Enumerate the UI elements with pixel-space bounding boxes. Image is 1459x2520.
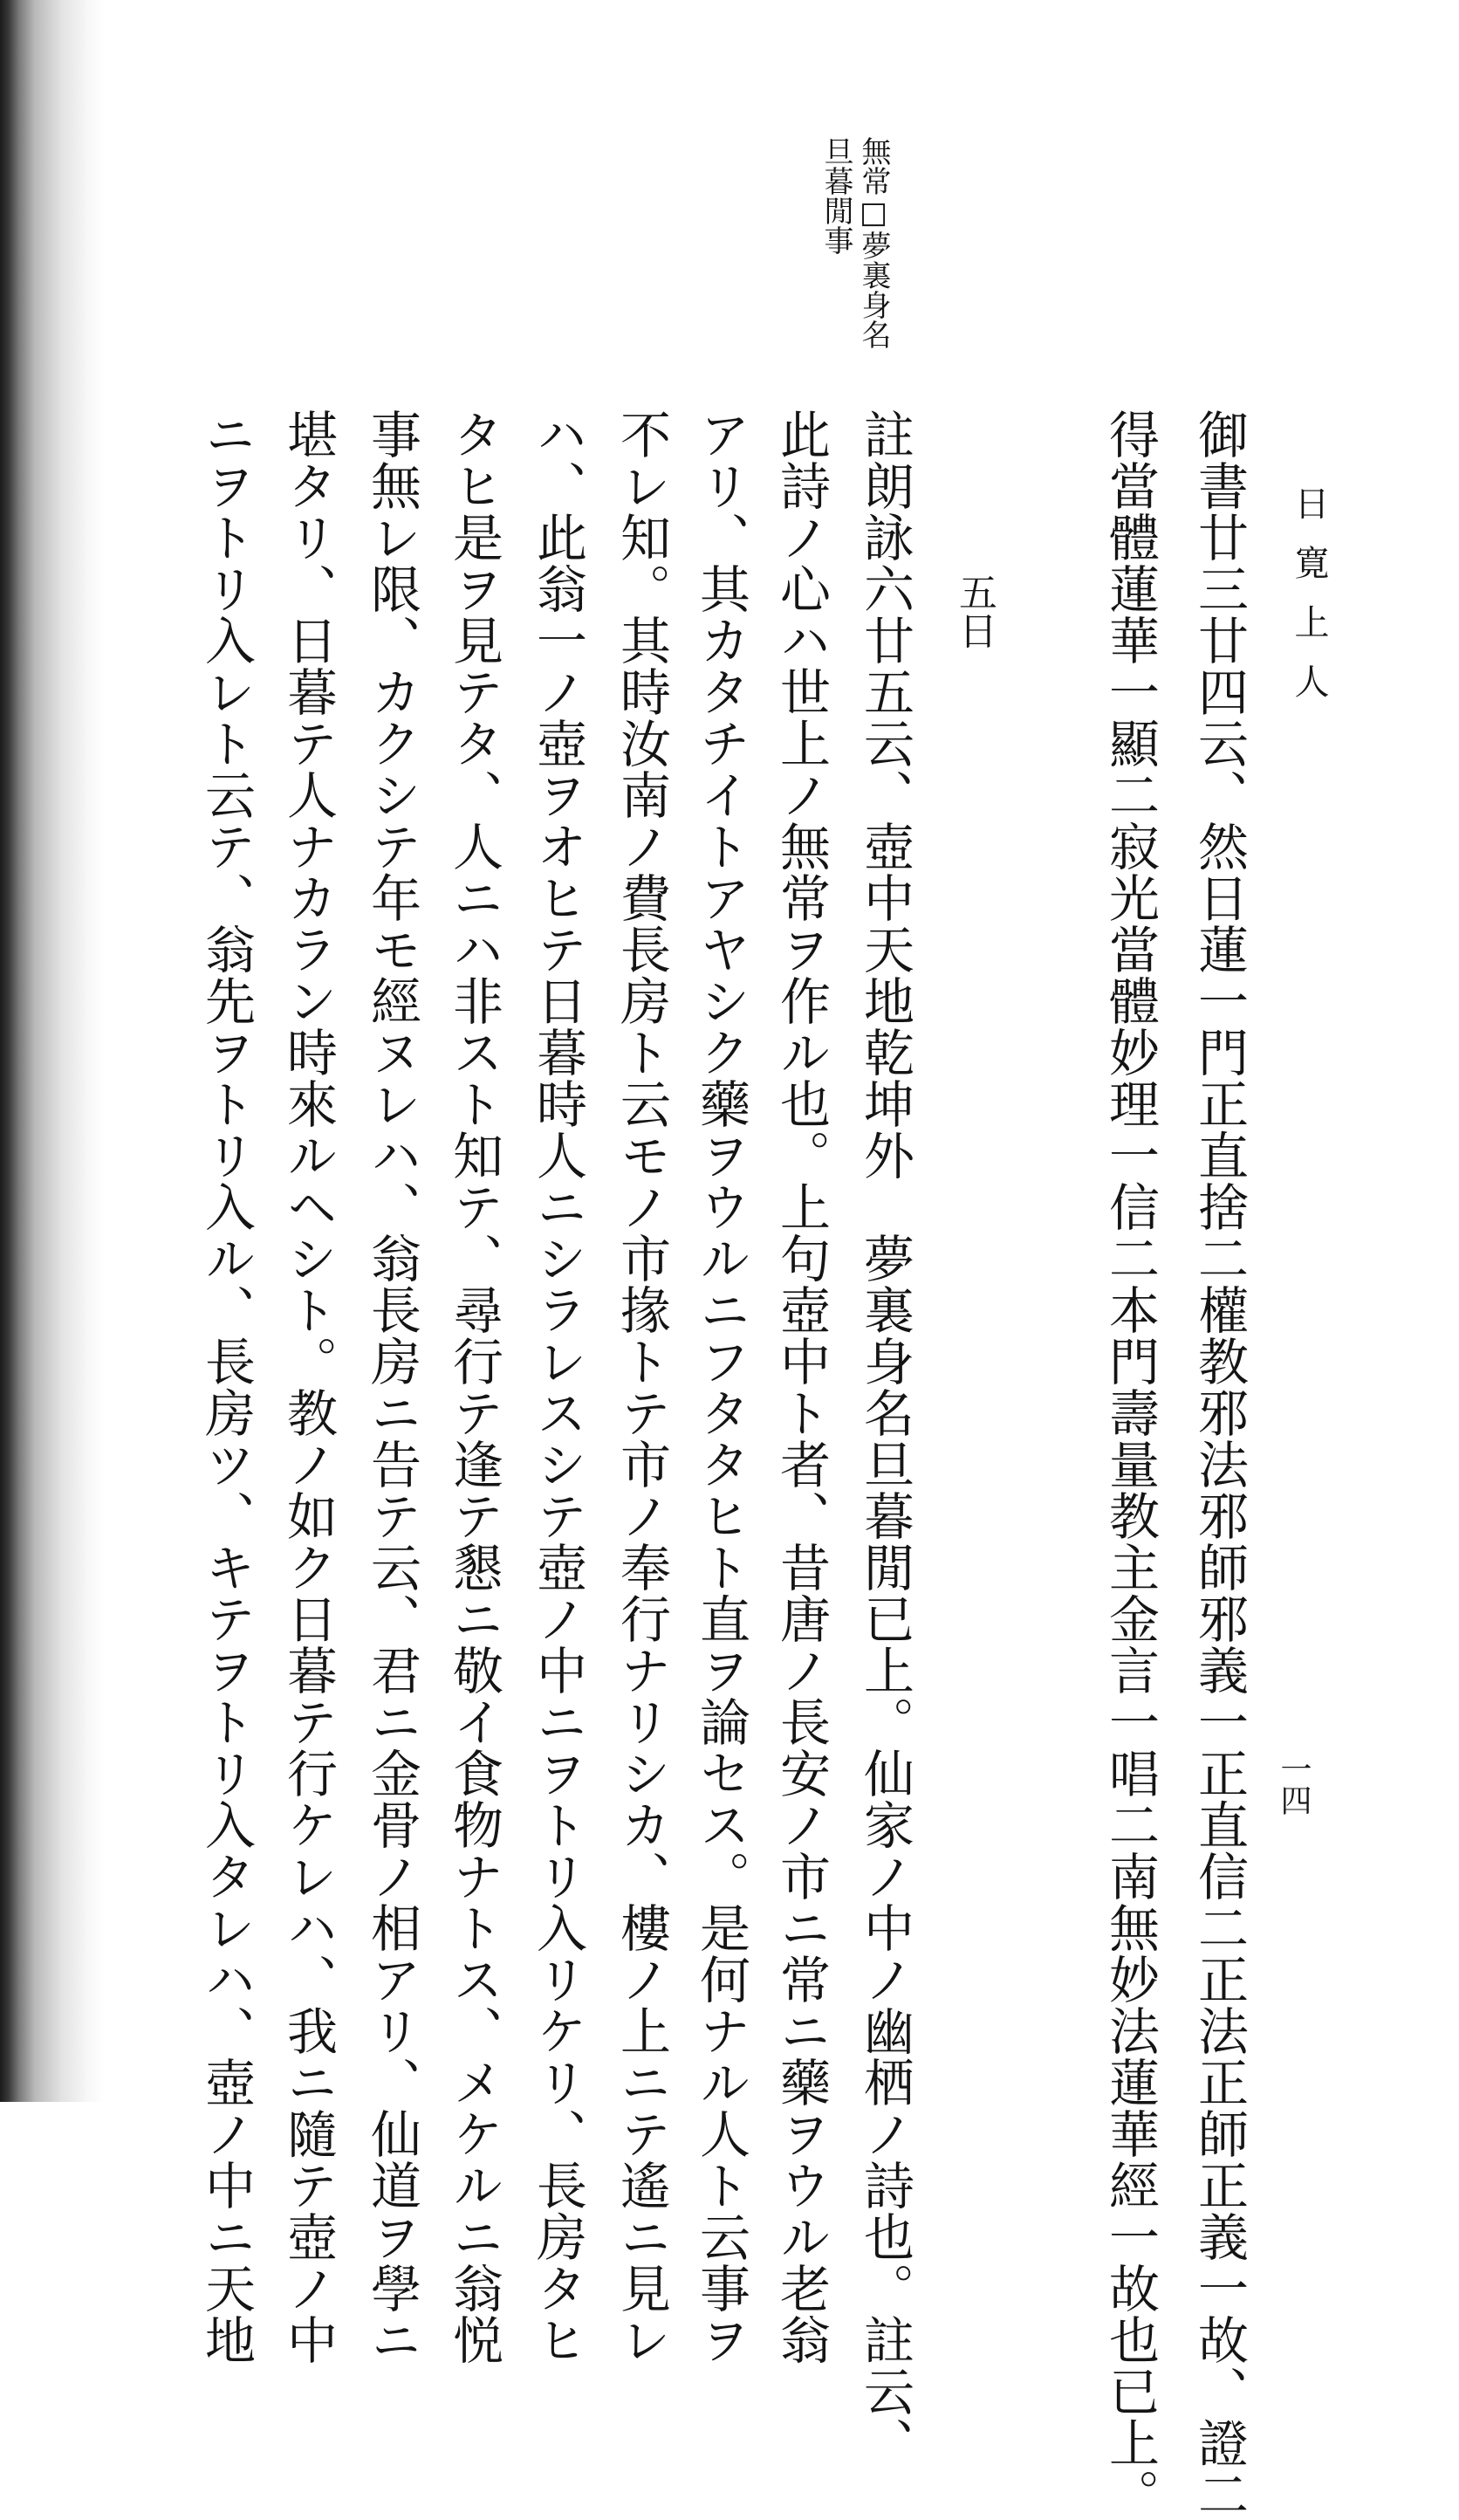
body-line: タヒ是ヲ見テタ、人ニハ非スト知テ、尋行テ逢テ懇ニ敬イ食物ナトス、メケルニ翁悦 bbox=[444, 409, 503, 2366]
body-line: 得當體蓮華一顯二寂光當體妙理一信二本門壽量教主金言一唱二南無妙法蓮華經一故也已上。 bbox=[1100, 409, 1160, 2520]
body-line: アリ、其カタチイトアヤシク藥ヲウルニフタタヒト直ヲ論セス。是何ナル人ト云事ヲ bbox=[691, 409, 750, 2366]
body-line: 註朗詠六廿五云、壺中天地乾坤外 夢裏身名旦暮閒已上。仙家ノ中ノ幽栖ノ詩也。註云、 bbox=[855, 409, 914, 2469]
body-line: 御書廿三廿四云、然日蓮一門正直捨二權教邪法邪師邪義一正直信二正法正師正義一故、證二 bbox=[1189, 409, 1249, 2520]
body-line: 此詩ノ心ハ世上ノ無常ヲ作ル也。上句壺中ト者、昔唐ノ長安ノ市ニ常ニ藥ヲウル老翁 bbox=[771, 409, 831, 2366]
body-line: 事無レ限、カクシテ年モ經ヌレハ、翁長房ニ告テ云、君ニ金骨ノ相アリ、仙道ヲ學ニ bbox=[362, 409, 421, 2366]
page-number: 一四 bbox=[1276, 1753, 1312, 1816]
body-line: ハ、此翁一ノ壺ヲオヒテ日暮時人ニシラレスシテ壺ノ中ニヲトリ入リケリ、長房タヒ bbox=[528, 409, 587, 2366]
margin-note-line: 旦暮閒事 bbox=[819, 136, 853, 255]
margin-note-line: 無常□夢裏身名 bbox=[856, 136, 891, 349]
section-heading: 五日 bbox=[952, 573, 997, 649]
body-line: ニヲトリ入レト云テ、翁先ヲトリ入ル、長房ツ、キテヲトリ入タレハ、壺ノ中ニ天地 bbox=[196, 409, 256, 2366]
body-line: 不レ知。其時汝南ノ費長房ト云モノ市掾トテ市ノ奉行ナリシカ、樓ノ上ニテ遙ニ見レ bbox=[612, 409, 671, 2366]
running-header: 日寛上人 bbox=[1289, 485, 1329, 723]
body-line: 堪タリ、日暮テ人ナカラン時來ルヘシト。教ノ如ク日暮テ行ケレハ、我ニ隨テ壺ノ中 bbox=[278, 409, 338, 2366]
